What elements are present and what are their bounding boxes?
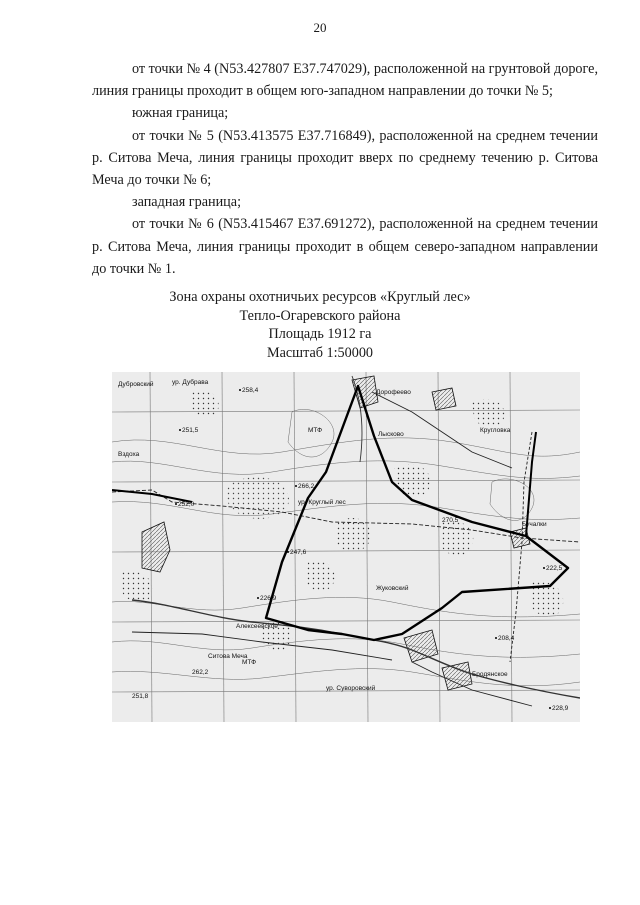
elevation-mark: 228,9 [552, 705, 569, 712]
elevation-mark: 251,5 [182, 427, 199, 434]
map-svg [112, 372, 580, 722]
caption-district: Тепло-Огаревского района [239, 307, 401, 324]
elevation-mark: 251,8 [132, 693, 149, 700]
caption-area: Площадь 1912 га [268, 326, 372, 342]
paragraph-point-6: от точки № 6 (N53.415467 E37.691272), расположенной на среднем течении р. Ситова Меча, линия границы проходит в общем северо-западном направлении до точки № 1. [92, 216, 598, 277]
elevation-mark: 226,9 [260, 595, 277, 602]
paragraph-south-border-heading: южная граница; [132, 105, 229, 122]
label-zhukovsky: Жуковский [376, 585, 409, 592]
label-mtf-north: МТФ [308, 427, 323, 434]
label-buchalki: Бучалки [522, 521, 547, 528]
label-suvorovsky: ур. Суворовский [326, 685, 376, 692]
caption-scale: Масштаб 1:50000 [266, 344, 374, 361]
elevation-mark: 262,2 [192, 669, 209, 676]
label-sitova-mecha: Ситова Меча [208, 653, 248, 660]
label-aleksandrovka: Алексеевское [236, 623, 278, 630]
label-vzdokha: Вздоха [118, 451, 140, 458]
settlement-northeast [432, 388, 456, 410]
elevation-mark: 252,0 [178, 501, 195, 508]
label-mtf-south: МТФ [242, 659, 257, 666]
map-caption [0, 288, 640, 362]
elevation-mark: 222,5 [546, 565, 563, 572]
paragraph-point-5: от точки № 5 (N53.413575 E37.716849), расположенной на среднем течении р. Ситова Меча, линия границы проходит вверх по среднему течению р. Ситова Меча до точки № 6; [92, 127, 598, 189]
elevation-mark: 208,4 [498, 635, 515, 642]
elevation-mark: 266,2 [298, 483, 315, 490]
elevation-mark: 247,6 [290, 549, 307, 556]
document-body [92, 58, 598, 280]
paragraph-west-border-heading: западная граница; [132, 194, 242, 211]
elevation-mark: 270,5 [442, 517, 459, 524]
label-dorofeevo: Дорофеево [376, 389, 411, 396]
caption-zone-name: Зона охраны охотничьих ресурсов «Круглый лес» [169, 289, 471, 305]
topographic-map [112, 372, 580, 722]
label-kruglovka: Кругловка [480, 427, 511, 434]
elevation-mark: 258,4 [242, 387, 259, 394]
page-number: 20 [313, 20, 327, 35]
label-dubrovsky: Дубровский [118, 381, 154, 388]
paragraph-point-4: от точки № 4 (N53.427807 E37.747029), расположенной на грунтовой дороге, линия границы проходит в общем юго-западном направлении до точки № 5; [92, 61, 598, 100]
label-brodyanskoe: Бродянское [472, 671, 508, 678]
label-kruglyy-les: ур. Круглый лес [298, 499, 346, 506]
label-dubrava: ур. Дубрава [172, 379, 209, 386]
label-lyskovo: Лысково [378, 431, 404, 438]
